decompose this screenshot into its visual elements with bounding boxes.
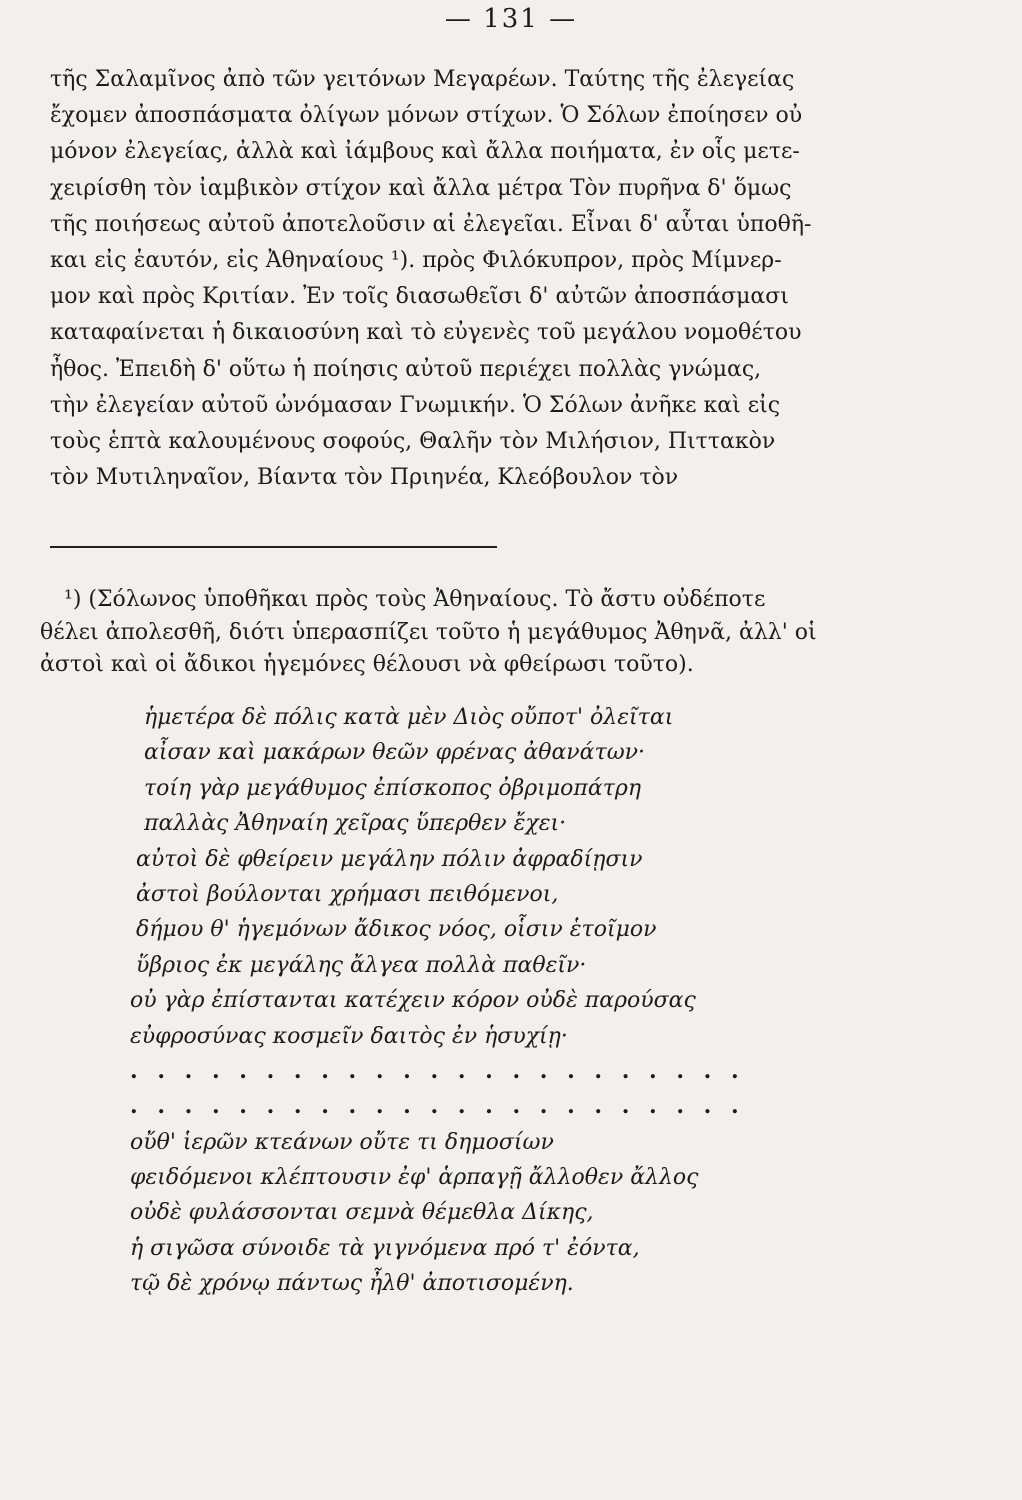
text-line: τοὺς ἑπτὰ καλουμένους σοφούς, Θαλῆν τὸν Μιλήσιον, Πιττακὸν xyxy=(50,429,776,455)
footnote-divider xyxy=(50,546,497,548)
text-line: καταφαίνεται ἡ δικαιοσύνη καὶ τὸ εὐγενὲς τοῦ μεγάλου νομοθέτου xyxy=(50,320,802,346)
footnote xyxy=(40,584,920,682)
ellipsis-line: . . . . . . . . . . . . . . . . . . . . . . . xyxy=(130,1057,745,1084)
verse-line: ἡ σιγῶσα σύνοιδε τὰ γιγνόμενα πρό τ' ἐόντα, xyxy=(130,1235,640,1261)
verse-quotation xyxy=(130,700,930,1302)
footnote-line: θέλει ἀπολεσθῆ, διότι ὑπερασπίζει τοῦτο ἡ μεγάθυμος Ἀθηνᾶ, ἀλλ' οἱ xyxy=(40,619,817,645)
ellipsis-line: . . . . . . . . . . . . . . . . . . . . . . . xyxy=(130,1093,745,1120)
verse-line: δήμου θ' ἡγεμόνων ἄδικος νόος, οἷσιν ἑτοῖμον xyxy=(136,917,657,943)
text-line: και εἰς ἑαυτόν, εἰς Ἀθηναίους ¹). πρὸς Φιλόκυπρον, πρὸς Μίμνερ- xyxy=(50,248,782,274)
verse-line: τοίη γὰρ μεγάθυμος ἐπίσκοπος ὀβριμοπάτρη xyxy=(144,775,641,801)
footnote-line: ἀστοὶ καὶ οἱ ἄδικοι ἡγεμόνες θέλουσι νὰ φθείρωσι τοῦτο). xyxy=(40,652,694,677)
text-line: ἦθος. Ἐπειδὴ δ' οὕτω ἡ ποίησις αὐτοῦ περιέχει πολλὰς γνώμας, xyxy=(50,356,762,382)
verse-line: τῷ δὲ χρόνῳ πάντως ἦλθ' ἀποτισομένη. xyxy=(130,1271,574,1297)
text-line: χειρίσθη τὸν ἰαμβικὸν στίχον καὶ ἄλλα μέτρα Τὸν πυρῆνα δ' ὅμως xyxy=(50,175,792,201)
verse-line: ὕβριος ἐκ μεγάλης ἄλγεα πολλὰ παθεῖν· xyxy=(136,952,587,978)
text-line: τῆς Σαλαμῖνος ἀπὸ τῶν γειτόνων Μεγαρέων. Ταύτης τῆς ἐλεγείας xyxy=(50,67,795,92)
main-paragraph xyxy=(50,62,900,496)
verse-line: οὔθ' ἱερῶν κτεάνων οὔτε τι δημοσίων xyxy=(130,1129,554,1155)
page-number: — 131 — xyxy=(444,4,578,34)
text-line: ἔχομεν ἀποσπάσματα ὀλίγων μόνων στίχων. Ὁ Σόλων ἐποίησεν οὐ xyxy=(50,103,803,129)
verse-line: οὐ γὰρ ἐπίστανται κατέχειν κόρον οὐδὲ παρούσας xyxy=(130,988,696,1014)
verse-line: ἡμετέρα δὲ πόλις κατὰ μὲν Διὸς οὔποτ' ὀλεῖται xyxy=(144,705,674,730)
verse-line: ἀστοὶ βούλονται χρήμασι πειθόμενοι, xyxy=(136,881,559,907)
text-line: τῆς ποιήσεως αὐτοῦ ἀποτελοῦσιν αἱ ἐλεγεῖαι. Εἶναι δ' αὗται ὑποθῆ- xyxy=(50,211,812,237)
text-line: τὸν Μυτιληναῖον, Βίαντα τὸν Πριηνέα, Κλεόβουλον τὸν xyxy=(50,465,679,491)
footnote-line: ¹) (Σόλωνος ὑποθῆκαι πρὸς τοὺς Ἀθηναίους. Τὸ ἄστυ οὐδέποτε xyxy=(64,587,766,612)
verse-line: αἶσαν καὶ μακάρων θεῶν φρένας ἀθανάτων· xyxy=(144,740,646,766)
text-line: μον καὶ πρὸς Κριτίαν. Ἐν τοῖς διασωθεῖσι δ' αὐτῶν ἀποσπάσμασι xyxy=(50,284,789,310)
verse-line: παλλὰς Ἀθηναίη χεῖρας ὕπερθεν ἔχει· xyxy=(144,811,567,837)
text-line: τὴν ἐλεγείαν αὐτοῦ ὠνόμασαν Γνωμικήν. Ὁ Σόλων ἀνῆκε καὶ εἰς xyxy=(50,392,781,418)
verse-line: φειδόμενοι κλέπτουσιν ἐφ' ἁρπαγῇ ἄλλοθεν ἄλλος xyxy=(130,1165,699,1191)
text-line: μόνον ἐλεγείας, ἀλλὰ καὶ ἰάμβους καὶ ἄλλα ποιήματα, ἐν οἷς μετε- xyxy=(50,139,800,165)
verse-line: αὐτοὶ δὲ φθείρειν μεγάλην πόλιν ἀφραδίῃσιν xyxy=(136,846,643,872)
verse-line: εὐφροσύνας κοσμεῖν δαιτὸς ἐν ἡσυχίῃ· xyxy=(130,1023,568,1049)
verse-line: οὐδὲ φυλάσσονται σεμνὰ θέμεθλα Δίκης, xyxy=(130,1200,594,1226)
